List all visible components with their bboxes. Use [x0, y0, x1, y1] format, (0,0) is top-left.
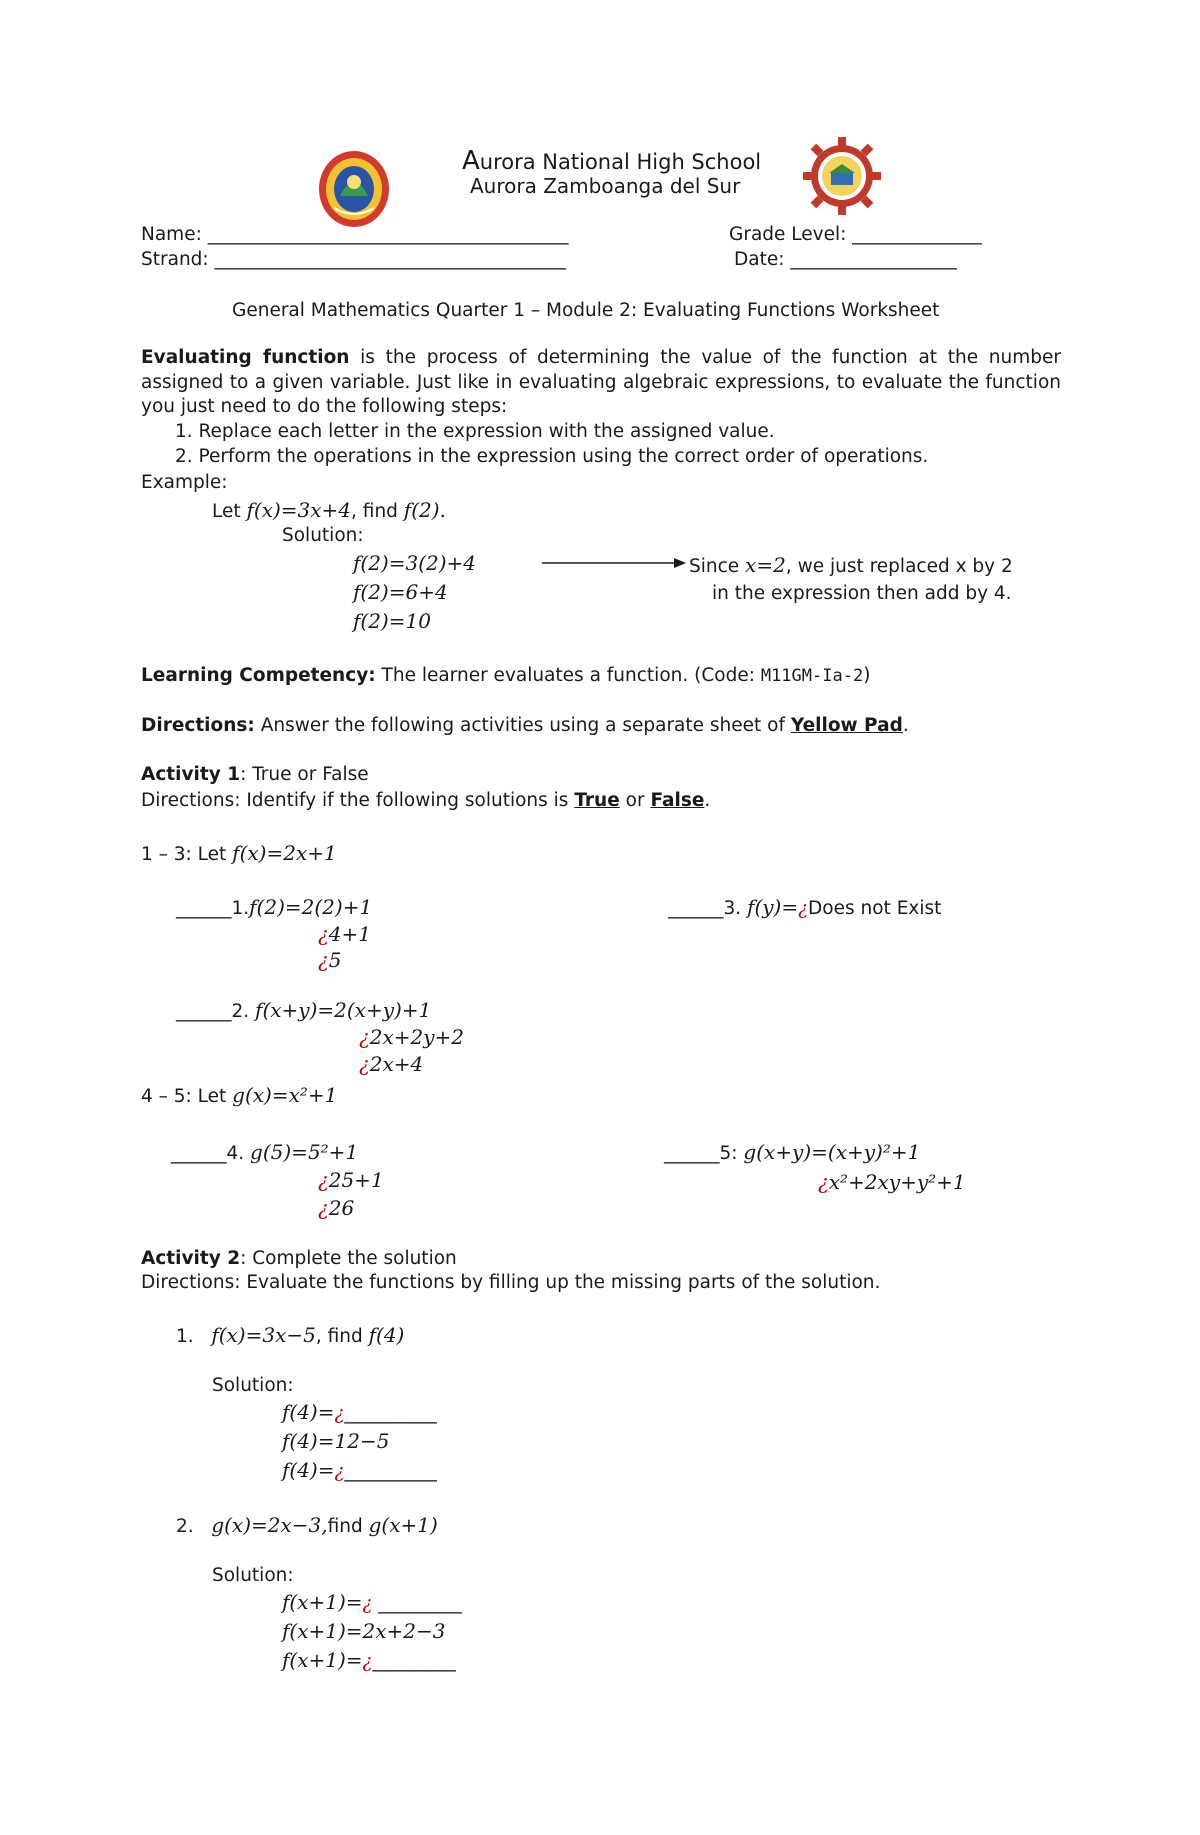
- activity-2-problem-2-line: f(x+1)=2x+2−3: [282, 1619, 446, 1643]
- activity-1-item-1-line: ¿4+1: [318, 922, 371, 946]
- example-note-line2: in the expression then add by 4.: [712, 583, 1012, 604]
- intro-text: is the process of determining the value of the function at the number assigned to a given variable. Just like in evaluating algebraic expressions, to evaluate the function you just need to do the following steps:: [141, 347, 1062, 417]
- school-name: Aurora National High School: [462, 146, 762, 176]
- date-field-label: Date: __________________: [734, 249, 957, 270]
- activity-2-problem-1-solution-label: Solution:: [212, 1375, 294, 1396]
- example-label: Example:: [141, 472, 228, 493]
- activity-1-item-2-line: ¿2x+4: [359, 1052, 424, 1076]
- activity-1-item-5: ______5: g(x+y)=(x+y)²+1: [664, 1140, 921, 1164]
- activity-1-item-3: ______3. f(y)=¿Does not Exist: [668, 895, 942, 919]
- activity-2-heading: Activity 2: Complete the solution: [141, 1248, 457, 1269]
- worksheet-title: General Mathematics Quarter 1 – Module 2: Evaluating Functions Worksheet: [232, 300, 940, 321]
- activity-1-heading: Activity 1: True or False: [141, 764, 369, 785]
- activity-1-item-4: ______4. g(5)=5²+1: [171, 1140, 359, 1164]
- example-solution-label: Solution:: [282, 525, 364, 546]
- example-statement: Let f(x)=3x+4, find f(2).: [212, 498, 446, 522]
- general-directions: Directions: Answer the following activities using a separate sheet of Yellow Pad.: [141, 715, 909, 736]
- school-gear-seal-icon: [803, 137, 881, 215]
- activity-2-problem-2: 2. g(x)=2x−3,find g(x+1): [176, 1513, 438, 1537]
- grade-level-field-label: Grade Level: ______________: [729, 224, 982, 245]
- school-gear-logo: [803, 137, 881, 215]
- activity-1-item-1: ______1.f(2)=2(2)+1: [176, 895, 373, 919]
- activity-1-item-2: ______2. f(x+y)=2(x+y)+1: [176, 998, 432, 1022]
- strand-field-label: Strand: ______________________________________: [141, 249, 567, 270]
- activity-2-problem-2-line: f(x+1)=¿_________: [282, 1648, 456, 1672]
- example-solution-line: f(2)=3(2)+4: [353, 551, 477, 575]
- activity-2-problem-2-solution-label: Solution:: [212, 1565, 294, 1586]
- example-solution-line: f(2)=6+4: [353, 580, 448, 604]
- learning-competency: Learning Competency: The learner evaluates a function. (Code: M11GM-Ia-2): [141, 665, 871, 686]
- activity-2-problem-1-line: f(4)=¿__________: [282, 1400, 437, 1424]
- department-seal-icon: [316, 148, 392, 230]
- example-solution-line: f(2)=10: [353, 609, 431, 633]
- activity-1-directions: Directions: Identify if the following solutions is True or False.: [141, 790, 711, 811]
- activity-1-group-2: 4 – 5: Let g(x)=x²+1: [141, 1083, 338, 1107]
- activity-2-directions: Directions: Evaluate the functions by filling up the missing parts of the solution.: [141, 1272, 881, 1293]
- intro-term: Evaluating function: [141, 347, 350, 368]
- activity-2-problem-1-line: f(4)=12−5: [282, 1429, 390, 1453]
- activity-1-item-4-line: ¿25+1: [318, 1168, 384, 1192]
- department-seal-logo: [316, 148, 392, 230]
- activity-1-item-4-line: ¿26: [318, 1196, 355, 1220]
- activity-2-problem-1-line: f(4)=¿__________: [282, 1458, 437, 1482]
- step-2: 2. Perform the operations in the expression using the correct order of operations.: [175, 446, 929, 467]
- activity-1-item-1-line: ¿5: [318, 948, 342, 972]
- step-1: 1. Replace each letter in the expression with the assigned value.: [175, 421, 775, 442]
- right-arrow-icon: [540, 555, 690, 571]
- activity-2-problem-1: 1. f(x)=3x−5, find f(4): [176, 1323, 405, 1347]
- example-note-line1: Since x=2, we just replaced x by 2: [689, 553, 1013, 577]
- activity-1-item-5-line: ¿x²+2xy+y²+1: [818, 1170, 966, 1194]
- name-field-label: Name: _______________________________________: [141, 224, 569, 245]
- school-address: Aurora Zamboanga del Sur: [470, 174, 741, 198]
- activity-2-problem-2-line: f(x+1)=¿ _________: [282, 1590, 462, 1614]
- intro-paragraph: [141, 346, 1061, 420]
- activity-1-item-2-line: ¿2x+2y+2: [359, 1025, 465, 1049]
- activity-1-group-1: 1 – 3: Let f(x)=2x+1: [141, 841, 337, 865]
